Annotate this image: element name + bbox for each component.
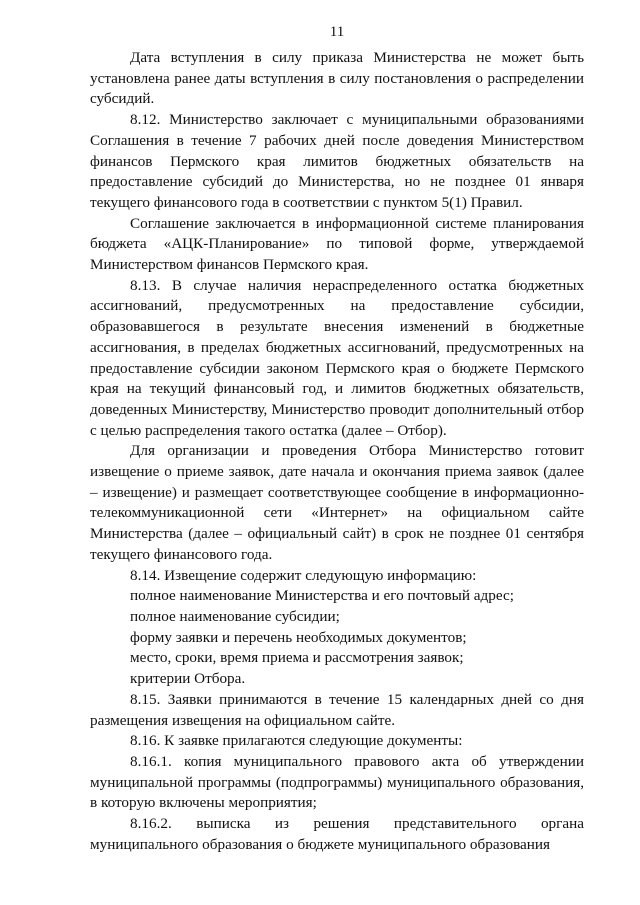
list-item: критерии Отбора. [130,670,246,688]
list-item: полное наименование субсидии; [130,607,340,625]
page-number: 11 [329,23,345,40]
paragraph-8-15: 8.15. Заявки принимаются в течение 15 календарных дней со дня размещения извещения на официальном сайте. [90,690,584,729]
paragraph-selection-notice: Для организации и проведения Отбора Министерство готовит извещение о приеме заявок, дате начала и окончания приема заявок (далее – извещение) и размещает соответствующее сообщение в информационно-телекоммуникационной сети «Интернет» на официальном сайте Министерства (далее – официальный сайт) в срок не позднее 01 сентября текущего финансового года. [90,442,584,563]
paragraph-entry-date: Дата вступления в силу приказа Министерства не может быть установлена ранее даты вступления в силу постановления о распределении субсидий. [90,49,584,108]
paragraph-8-14: 8.14. Извещение содержит следующую информацию: [130,566,477,584]
paragraph-agreement-system: Соглашение заключается в информационной системе планирования бюджета «АЦК-Планирование» по типовой форме, утверждаемой Министерством финансов Пермского края. [90,214,584,274]
list-item: форму заявки и перечень необходимых документов; [130,628,467,646]
paragraph-8-16: 8.16. К заявке прилагаются следующие документы: [130,732,463,750]
list-item: место, сроки, время приема и рассмотрения заявок; [130,649,464,667]
paragraph-8-12: 8.12. Министерство заключает с муниципальными образованиями Соглашения в течение 7 рабочих дней после доведения Министерством финансов Пермского края лимитов бюджетных обязательств на предоставление субсидий до Министерства, но не позднее 01 января текущего финансового года в соответствии с пунктом 5(1) Правил. [90,111,584,211]
paragraph-8-13: 8.13. В случае наличия нераспределенного остатка бюджетных ассигнований, предусмотренных на предоставление субсидии, образовавшегося в результате внесения изменений в бюджетные ассигнования, в пределах бюджетных ассигнований, предусмотренных на предоставление субсидии законом Пермского края о бюджете Пермского края на текущий финансовый год, и лимитов бюджетных обязательств, доведенных Министерству, Министерство проводит дополнительный отбор с целью распределения такого остатка (далее – Отбор). [90,276,584,439]
paragraph-8-16-1: 8.16.1. копия муниципального правового акта об утверждении муниципальной программы (подпрограммы) муниципального образования, в которую включены мероприятия; [90,752,584,812]
list-item: полное наименование Министерства и его почтовый адрес; [130,587,514,605]
paragraph-8-16-2: 8.16.2. выписка из решения представительного органа муниципального образования о бюджете муниципального образования [90,815,584,853]
